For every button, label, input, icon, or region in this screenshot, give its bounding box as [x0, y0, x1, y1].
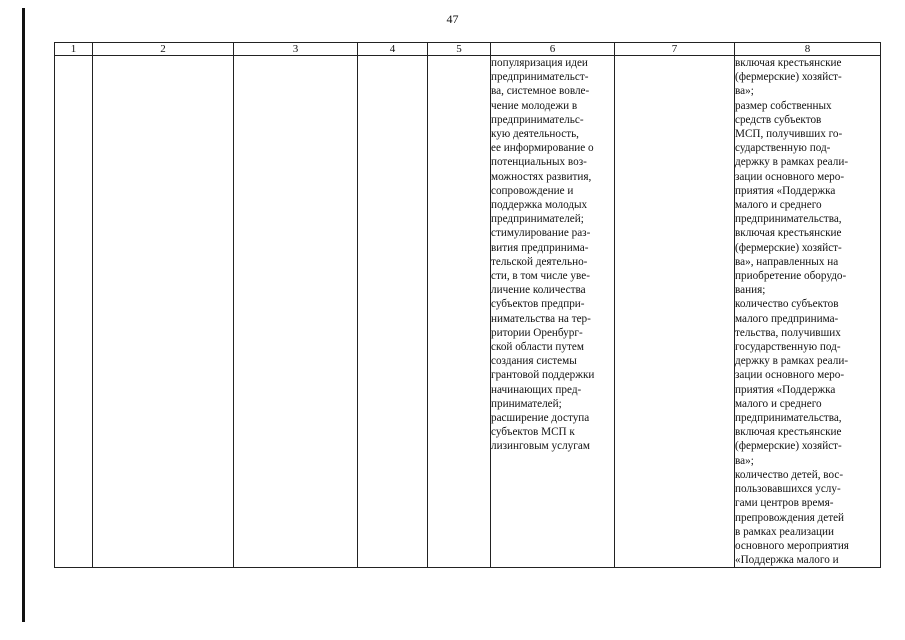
- column-header-6: 6: [491, 43, 615, 56]
- page-number: 47: [446, 12, 459, 26]
- column-header-4: 4: [358, 43, 428, 56]
- header-row: [55, 43, 881, 56]
- column-header-2: 2: [93, 43, 234, 56]
- cell-col-3: [234, 56, 358, 568]
- column-header-8: 8: [735, 43, 881, 56]
- column-header-3: 3: [234, 43, 358, 56]
- margin-bar: [22, 8, 25, 622]
- cell-col-7: [615, 56, 735, 568]
- cell-col-4: [358, 56, 428, 568]
- cell-col-6-tasks: популяризация идеи предпринимательст- ва, системное вовле- чение молодежи в предпринимательс- кую деятельность, ее информирование о потенциальных воз- можностях развития, сопровождение и поддержка молодых предпринимателей; стимулирование раз- вития предпринима- тельской деятельно- сти, в том числе уве- личение количества субъектов предпри- нимательства на тер- ритории Оренбург- ской области путем создания системы грантовой поддержки начинающих пред- принимателей; расширение доступа субъектов МСП к лизинговым услугам: [491, 56, 615, 568]
- column-header-5: 5: [428, 43, 491, 56]
- column-header-7: 7: [615, 43, 735, 56]
- program-table: [54, 42, 881, 568]
- table-row: [55, 56, 881, 568]
- cell-col-5: [428, 56, 491, 568]
- cell-col-1: [55, 56, 93, 568]
- column-header-1: 1: [55, 43, 93, 56]
- cell-col-2: [93, 56, 234, 568]
- cell-col-8-indicators: включая крестьянские (фермерские) хозяйст- ва»; размер собственных средств субъектов МСП, получивших го- сударственную под- держку в рамках реали- зации основного меро- приятия «Поддержка малого и среднего предпринимательства, включая крестьянские (фермерские) хозяйст- ва», направленных на приобретение оборудо- вания; количество субъектов малого предпринима- тельства, получивших государственную под- держку в рамках реали- зации основного меро- приятия «Поддержка малого и среднего предпринимательства, включая крестьянские (фермерские) хозяйст- ва»; количество детей, вос- пользовавшихся услу- гами центров время- препровождения детей в рамках реализации основного мероприятия «Поддержка малого и: [735, 56, 881, 568]
